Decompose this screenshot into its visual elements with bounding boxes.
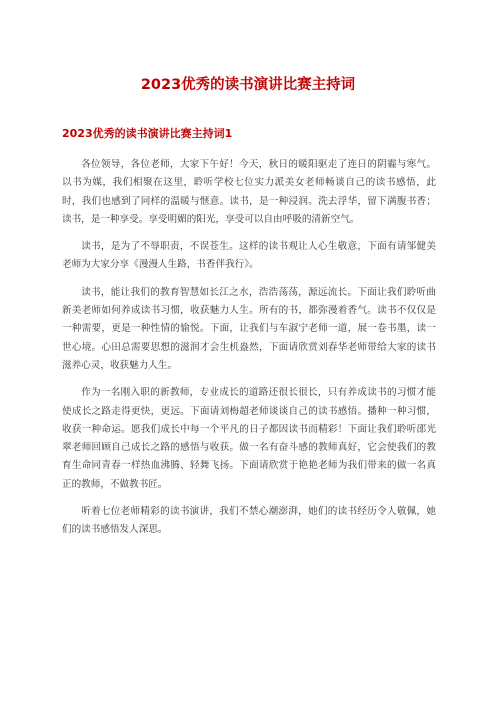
document-body	[62, 156, 436, 549]
paragraph-1: 各位领导，各位老师，大家下午好！今天，秋日的暖阳驱走了连日的阴霾与寒气。以书为媒，我们相聚在这里，聆听学校七位实力派美女老师畅谈自己的读书感悟，此时，我们也感到了同样的温暖与惬意。读书，是一种浸润。洗去浮华，留下满腹书香；读书，是一种享受。享受明媚的阳光，享受可以自由呼吸的清新空气。	[62, 159, 436, 225]
document-title: 2023优秀的读书演讲比赛主持词	[140, 77, 356, 93]
paragraph-4: 作为一名刚入职的新教师，专业成长的道路还很长很长，只有养成读书的习惯才能使成长之路走得更快，更远。下面请刘梅超老师谈谈自己的读书感悟。播种一种习惯，收获一种命运。愿我们成长中每一个平凡的日子都因读书而精彩！下面让我们聆听邵光翠老师回顾自己成长之路的感悟与收获。做一名有奋斗感的教师真好，它会使我们的教育生命同青春一样热血沸腾、轻舞飞扬。下面请欣赏于艳艳老师为我们带来的做一名真正的教师，不做教书匠。	[62, 387, 436, 490]
paragraph-2: 读书，是为了不辱职责，不误苍生。这样的读书观让人心生敬意，下面有请邹健美老师为大家分享《漫漫人生路，书香伴我行》。	[62, 241, 436, 271]
paragraph-5: 听着七位老师精彩的读书演讲，我们不禁心潮澎湃，她们的读书经历令人敬佩，她们的读书感悟发人深思。	[62, 506, 436, 536]
section-heading: 2023优秀的读书演讲比赛主持词1	[62, 127, 233, 140]
paragraph-3: 读书，能让我们的教育智慧如长江之水，浩浩荡荡，源远流长。下面让我们聆听曲新美老师如何养成读书习惯，收获魅力人生。所有的书，都弥漫着香气。读书不仅仅是一种需要，更是一种性情的愉悦。下面，让我们与车淑宁老师一道，展一卷书墨，读一世心境。心田总需要思想的滋润才会生机盎然，下面请欣赏刘春华老师带给大家的读书滋养心灵，收获魅力人生。	[62, 286, 436, 371]
